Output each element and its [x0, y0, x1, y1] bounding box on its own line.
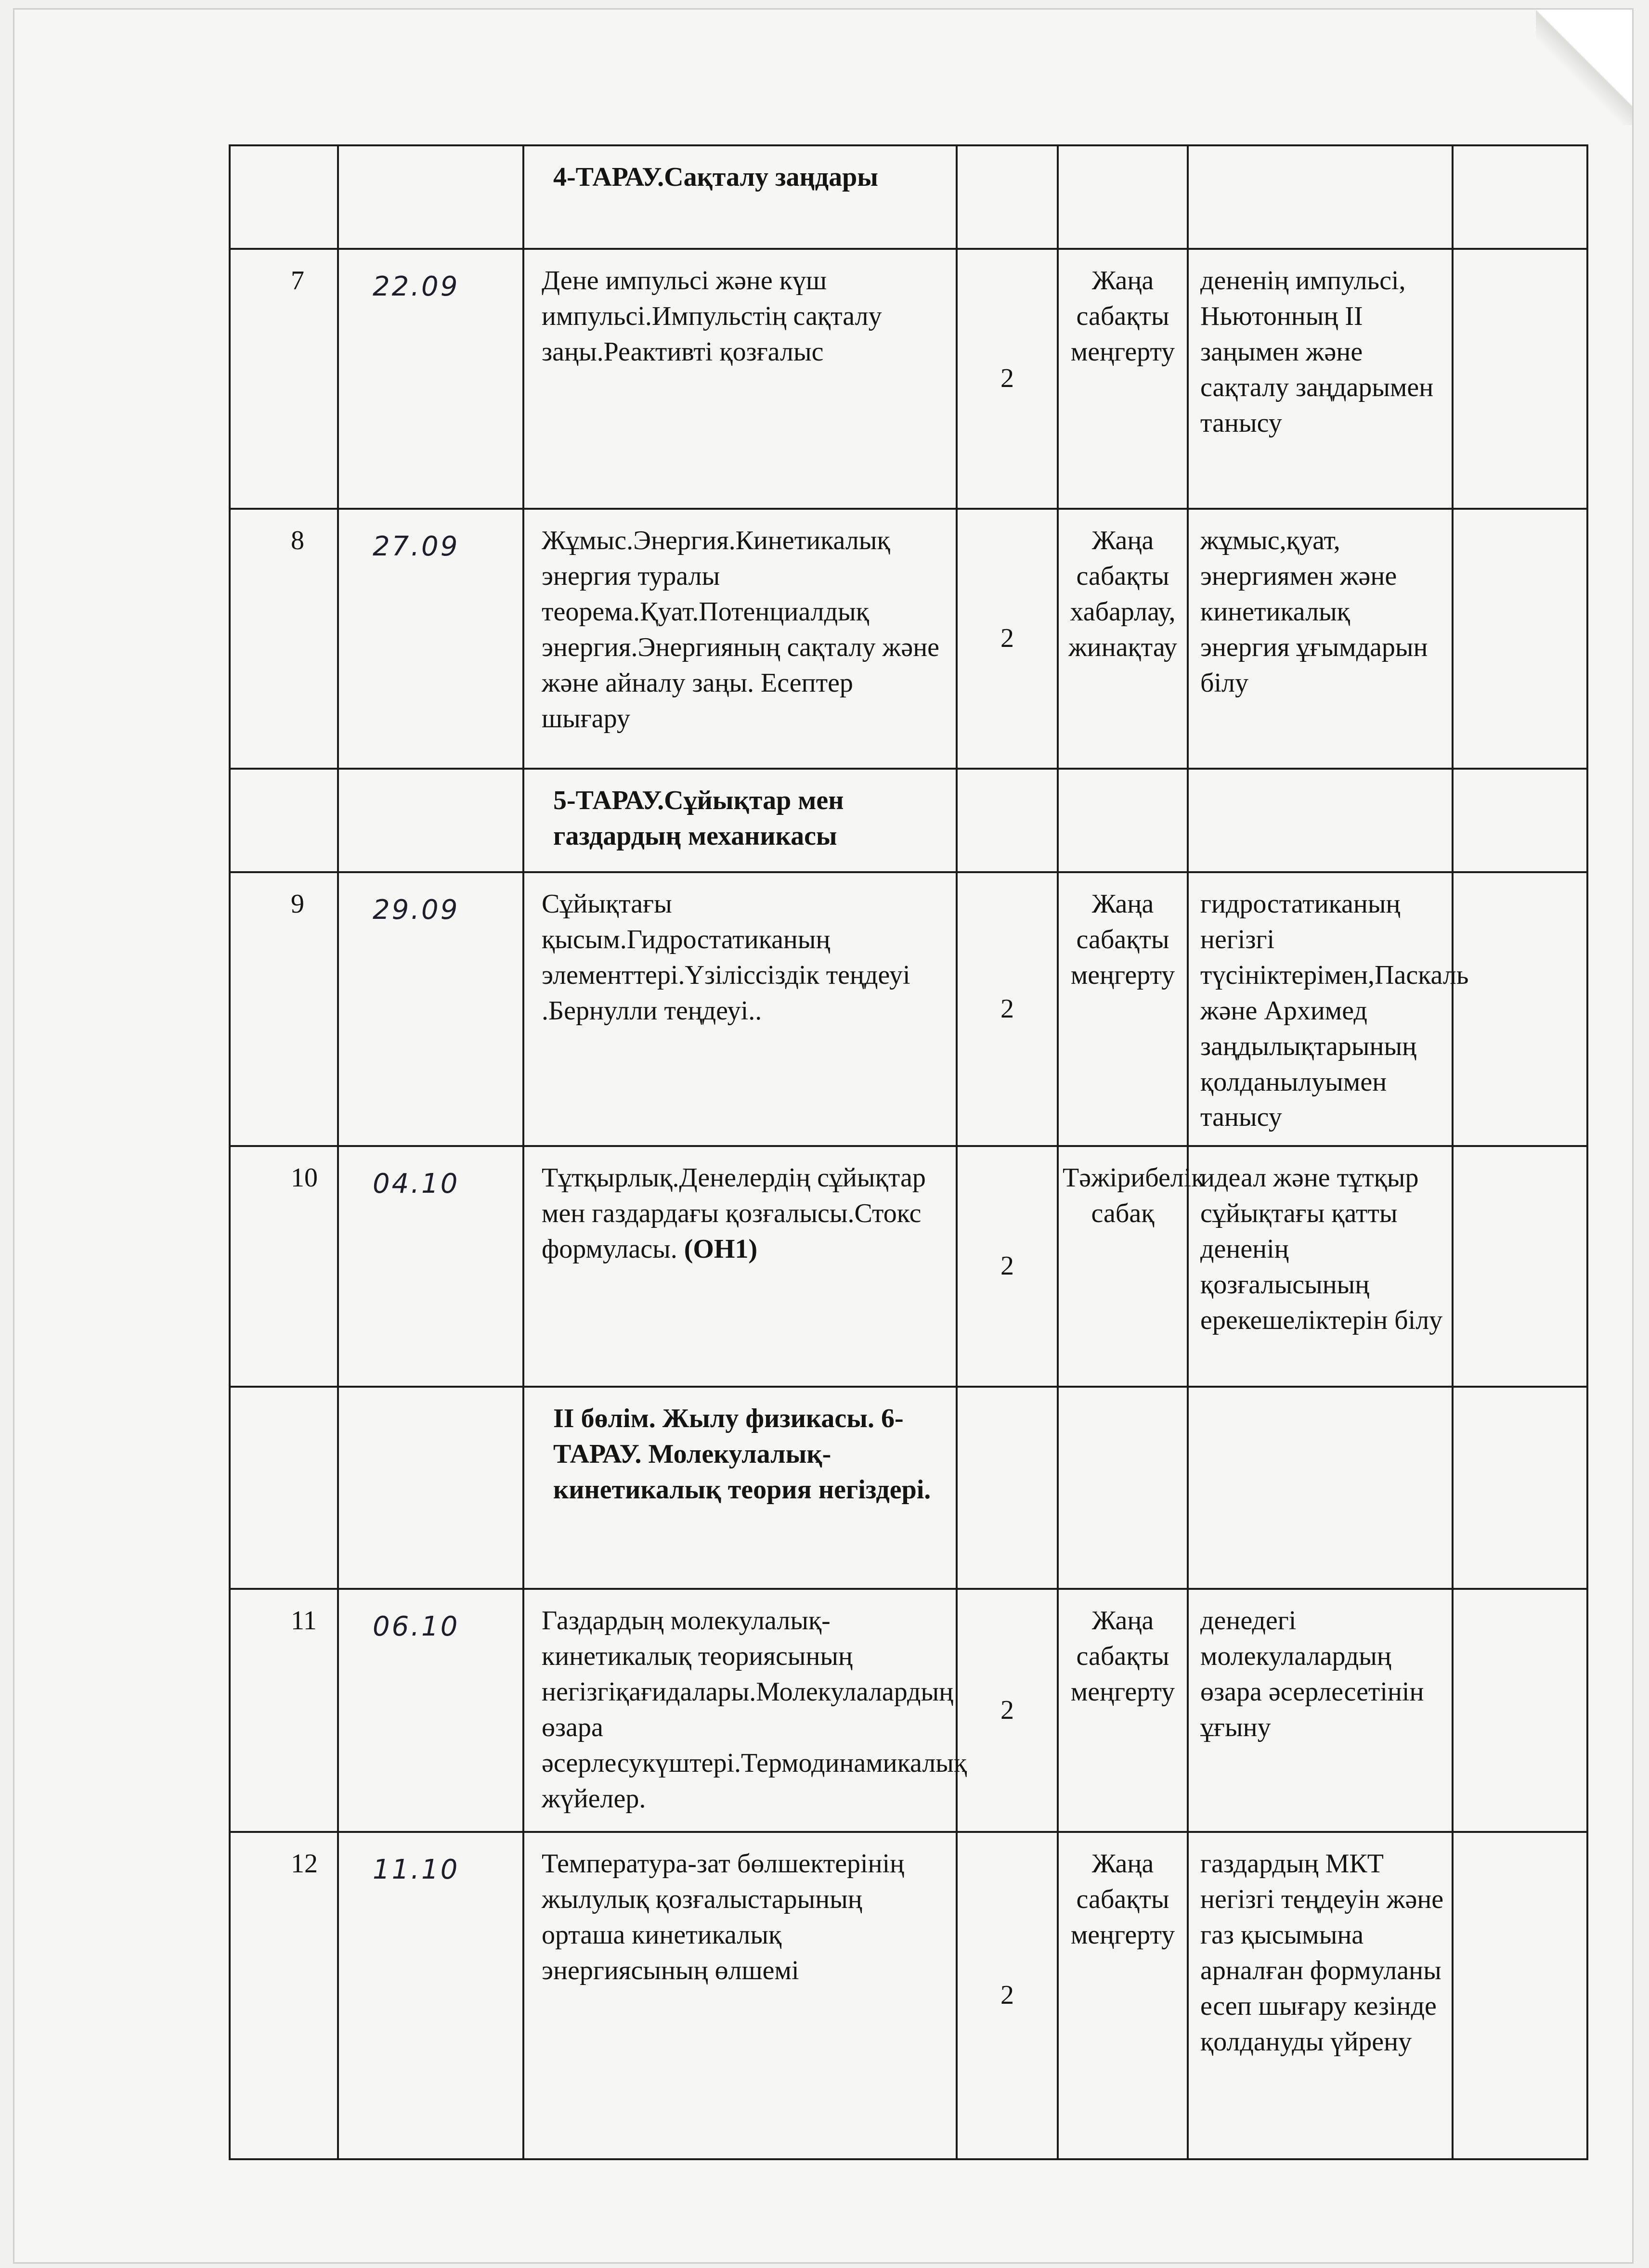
note-cell: [1453, 1589, 1587, 1832]
lesson-number: 12: [230, 1832, 338, 2159]
learning-outcome-tag: (ОН1): [684, 1234, 758, 1264]
lesson-goal: газдардың МКТ негізгі теңдеуін және газ қысымына арналған формуланы есеп шығару кезінде қолдануды үйрену: [1188, 1832, 1453, 2159]
table-row: [230, 509, 1587, 769]
lesson-number: 10: [230, 1146, 338, 1387]
method-cell: [1058, 769, 1188, 872]
section-title: ІІ бөлім. Жылу физикасы. 6- ТАРАУ. Молекулалық-кинетикалық теория негіздері.: [523, 1387, 957, 1589]
lesson-topic: Сұйықтағы қысым.Гидростатиканың элементтері.Үзіліссіздік теңдеуі .Бернулли теңдеуі..: [523, 872, 957, 1146]
section-row: [230, 1387, 1587, 1589]
hours-cell: [957, 769, 1058, 872]
table-row: [230, 1589, 1587, 1832]
note-cell: [1453, 509, 1587, 769]
num-cell: [230, 1387, 338, 1589]
lesson-hours: 2: [957, 1832, 1058, 2159]
num-cell: [230, 769, 338, 872]
note-cell: [1453, 1146, 1587, 1387]
section-row: [230, 145, 1587, 249]
lesson-hours: 2: [957, 249, 1058, 509]
note-cell: [1453, 872, 1587, 1146]
table-row: [230, 1146, 1587, 1387]
lesson-number: 11: [230, 1589, 338, 1832]
lesson-date: 06.10: [338, 1589, 523, 1832]
lesson-goal: дененің импульсі, Ньютонның ІІ заңымен және сақталу заңдарымен танысу: [1188, 249, 1453, 509]
lesson-date: 29.09: [338, 872, 523, 1146]
date-cell: [338, 769, 523, 872]
lesson-topic: Температура-зат бөлшектерінің жылулық қозғалыстарының орташа кинетикалық энергиясының өлшемі: [523, 1832, 957, 2159]
lesson-topic: Газдардың молекулалық-кинетикалық теориясының негізгіқағидалары.Молекулалардың өзара әсерлесукүштері.Термодинамикалық жүйелер.: [523, 1589, 957, 1832]
lesson-number: 7: [230, 249, 338, 509]
lesson-plan-table: [229, 144, 1588, 2160]
lesson-topic: [523, 1146, 957, 1387]
lesson-number: 9: [230, 872, 338, 1146]
lesson-hours: 2: [957, 1146, 1058, 1387]
table-row: [230, 872, 1587, 1146]
goal-cell: [1188, 145, 1453, 249]
note-cell: [1453, 1387, 1587, 1589]
lesson-method: Жаңа сабақты хабарлау, жинақтау: [1058, 509, 1188, 769]
lesson-method: Жаңа сабақты меңгерту: [1058, 872, 1188, 1146]
date-cell: [338, 1387, 523, 1589]
lesson-method: Жаңа сабақты меңгерту: [1058, 249, 1188, 509]
lesson-method: Жаңа сабақты меңгерту: [1058, 1589, 1188, 1832]
lesson-number: 8: [230, 509, 338, 769]
lesson-method: Тәжірибелік сабақ: [1058, 1146, 1188, 1387]
section-row: [230, 769, 1587, 872]
note-cell: [1453, 145, 1587, 249]
lesson-goal: жұмыс,қуат, энергиямен және кинетикалық энергия ұғымдарын білу: [1188, 509, 1453, 769]
date-cell: [338, 145, 523, 249]
lesson-goal: денедегі молекулалардың өзара әсерлесетінін ұғыну: [1188, 1589, 1453, 1832]
lesson-method: Жаңа сабақты меңгерту: [1058, 1832, 1188, 2159]
goal-cell: [1188, 769, 1453, 872]
lesson-topic: Жұмыс.Энергия.Кинетикалық энергия туралы теорема.Қуат.Потенциалдық энергия.Энергияның сақталу және және айналу заңы. Есептер шығару: [523, 509, 957, 769]
note-cell: [1453, 769, 1587, 872]
lesson-goal: идеал және тұтқыр сұйықтағы қатты дененің қозғалысының ерекешеліктерін білу: [1188, 1146, 1453, 1387]
method-cell: [1058, 1387, 1188, 1589]
lesson-hours: 2: [957, 509, 1058, 769]
lesson-goal: гидростатиканың негізгі түсініктерімен,Паскаль және Архимед заңдылықтарының қолданылуымен танысу: [1188, 872, 1453, 1146]
num-cell: [230, 145, 338, 249]
hours-cell: [957, 145, 1058, 249]
note-cell: [1453, 249, 1587, 509]
lesson-date: 22.09: [338, 249, 523, 509]
lesson-date: 27.09: [338, 509, 523, 769]
lesson-hours: 2: [957, 872, 1058, 1146]
lesson-date: 11.10: [338, 1832, 523, 2159]
lesson-date: 04.10: [338, 1146, 523, 1387]
hours-cell: [957, 1387, 1058, 1589]
lesson-topic-text: Тұтқырлық.Денелердің сұйықтар мен газдардағы қозғалысы.Стокс формуласы. (ОН1): [542, 1163, 926, 1264]
section-title: 4-ТАРАУ.Сақталу заңдары: [523, 145, 957, 249]
method-cell: [1058, 145, 1188, 249]
table-row: [230, 1832, 1587, 2159]
lesson-hours: 2: [957, 1589, 1058, 1832]
goal-cell: [1188, 1387, 1453, 1589]
section-title: 5-ТАРАУ.Сұйықтар мен газдардың механикасы: [523, 769, 957, 872]
page-curl: [1536, 10, 1632, 125]
note-cell: [1453, 1832, 1587, 2159]
table-row: [230, 249, 1587, 509]
lesson-topic: Дене импульсі және күш импульсі.Импульстің сақталу заңы.Реактивті қозғалыс: [523, 249, 957, 509]
